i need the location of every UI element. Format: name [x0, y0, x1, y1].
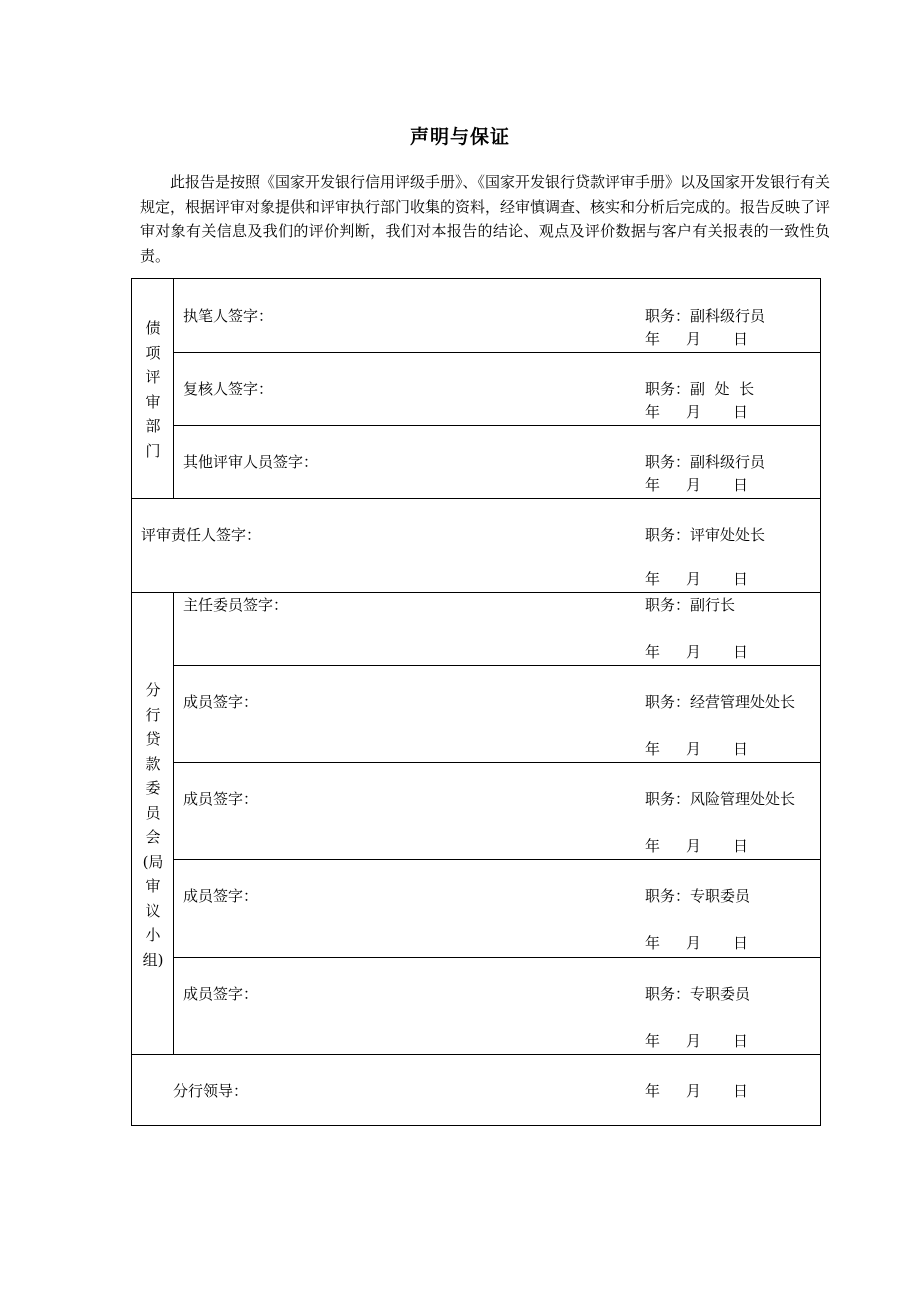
signature-field-label: 成员签字：: [183, 887, 259, 905]
row-divider: [173, 425, 821, 426]
row-divider: [173, 665, 821, 666]
position-label: 职务：副行长: [645, 596, 736, 614]
signature-field-label: 成员签字：: [183, 790, 259, 808]
date-line: 年 月 日: [645, 476, 749, 494]
page-title: 声明与保证: [409, 126, 510, 148]
position-label: 职务：副科级行员: [645, 307, 766, 325]
position-label: 职务：经营管理处处长: [645, 693, 796, 711]
position-label: 职务：专职委员: [645, 985, 751, 1003]
signature-table: [131, 278, 821, 1126]
position-label: 职务：评审处处长: [645, 526, 766, 544]
committee-group-label: 分行贷款委员会(局审议小组): [142, 681, 164, 969]
signature-field-label: 执笔人签字：: [183, 307, 274, 325]
dept-group-label: 债项评审部门: [145, 319, 161, 460]
row-divider: [173, 762, 821, 763]
signature-field-label: 评审责任人签字：: [141, 526, 262, 544]
date-line: 年 月 日: [645, 837, 749, 855]
date-line: 年 月 日: [645, 1082, 749, 1100]
date-line: 年 月 日: [645, 740, 749, 758]
section-divider: [132, 1054, 821, 1055]
signature-field-label: 复核人签字：: [183, 380, 274, 398]
row-divider: [173, 859, 821, 860]
signature-field-label: 成员签字：: [183, 693, 259, 711]
date-line: 年 月 日: [645, 643, 749, 661]
signature-field-label: 主任委员签字：: [183, 596, 289, 614]
section-divider: [132, 592, 821, 593]
position-label: 职务：副 处 长: [645, 380, 755, 398]
date-line: 年 月 日: [645, 934, 749, 952]
signature-field-label: 成员签字：: [183, 985, 259, 1003]
dept-column-divider: [173, 279, 174, 498]
position-label: 职务：副科级行员: [645, 453, 766, 471]
signature-field-label: 分行领导：: [173, 1082, 249, 1100]
signature-field-label: 其他评审人员签字：: [183, 453, 319, 471]
statement-paragraph: 此报告是按照《国家开发银行信用评级手册》、《国家开发银行贷款评审手册》以及国家开发银行有关规定，根据评审对象提供和评审执行部门收集的资料，经审慎调查、核实和分析后完成的。报告反映了评审对象有关信息及我们的评价判断，我们对本报告的结论、观点及评价数据与客户有关报表的一致性负责。: [140, 173, 831, 265]
date-line: 年 月 日: [645, 330, 749, 348]
date-line: 年 月 日: [645, 570, 749, 588]
row-divider: [173, 957, 821, 958]
position-label: 职务：专职委员: [645, 887, 751, 905]
section-divider: [132, 498, 821, 499]
position-label: 职务：风险管理处处长: [645, 790, 796, 808]
date-line: 年 月 日: [645, 403, 749, 421]
date-line: 年 月 日: [645, 1032, 749, 1050]
committee-column-divider: [173, 592, 174, 1054]
row-divider: [173, 352, 821, 353]
